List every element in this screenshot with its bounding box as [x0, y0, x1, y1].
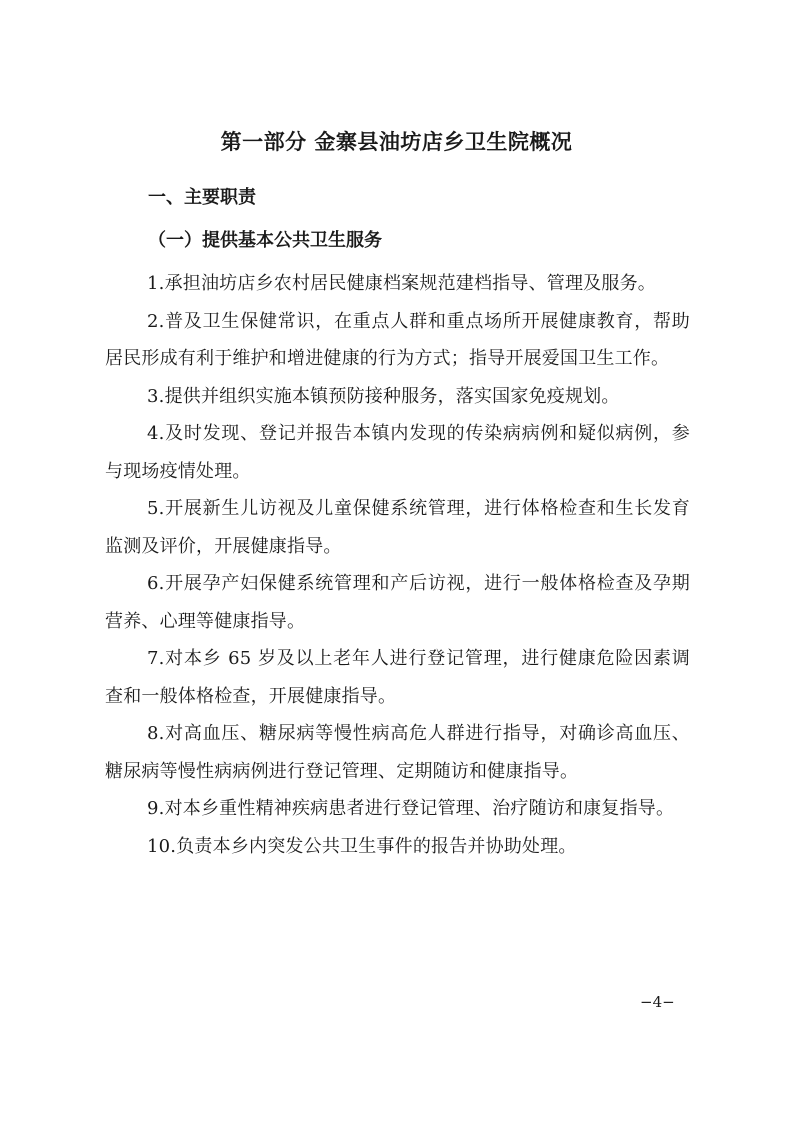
paragraph-10: 10.负责本乡内突发公共卫生事件的报告并协助处理。: [147, 835, 577, 857]
sub-heading: （一）提供基本公共卫生服务: [148, 230, 382, 251]
paragraph-9: 9.对本乡重性精神疾病患者进行登记管理、治疗随访和康复指导。: [147, 798, 675, 819]
paragraph-6: 6.开展孕产妇保健系统管理和产后访视，进行一般体格检查及孕期营养、心理等健康指导。: [105, 573, 690, 632]
paragraph-4: 4.及时发现、登记并报告本镇内发现的传染病病例和疑似病例，参与现场疫情处理。: [105, 423, 690, 482]
paragraph-5: 5.开展新生儿访视及儿童保健系统管理，进行体格检查和生长发育监测及评价，开展健康指导。: [105, 498, 690, 557]
paragraph-8: 8.对高血压、糖尿病等慢性病高危人群进行指导，对确诊高血压、糖尿病等慢性病病例进行登记管理、定期随访和健康指导。: [105, 723, 690, 782]
paragraph-7: 7.对本乡 65 岁及以上老年人进行登记管理，进行健康危险因素调查和一般体格检查，开展健康指导。: [105, 648, 690, 707]
paragraph-1: 1.承担油坊店乡农村居民健康档案规范建档指导、管理及服务。: [147, 273, 656, 294]
paragraph-2: 2.普及卫生保健常识，在重点人群和重点场所开展健康教育，帮助居民形成有利于维护和增进健康的行为方式；指导开展爱国卫生工作。: [105, 310, 690, 369]
section-heading: 一、主要职责: [148, 187, 256, 208]
page-title: 第一部分 金寨县油坊店乡卫生院概况: [220, 130, 573, 154]
paragraph-3: 3.提供并组织实施本镇预防接种服务，落实国家免疫规划。: [147, 385, 620, 407]
page-number: −4−: [640, 993, 675, 1011]
body-text: [105, 265, 690, 865]
